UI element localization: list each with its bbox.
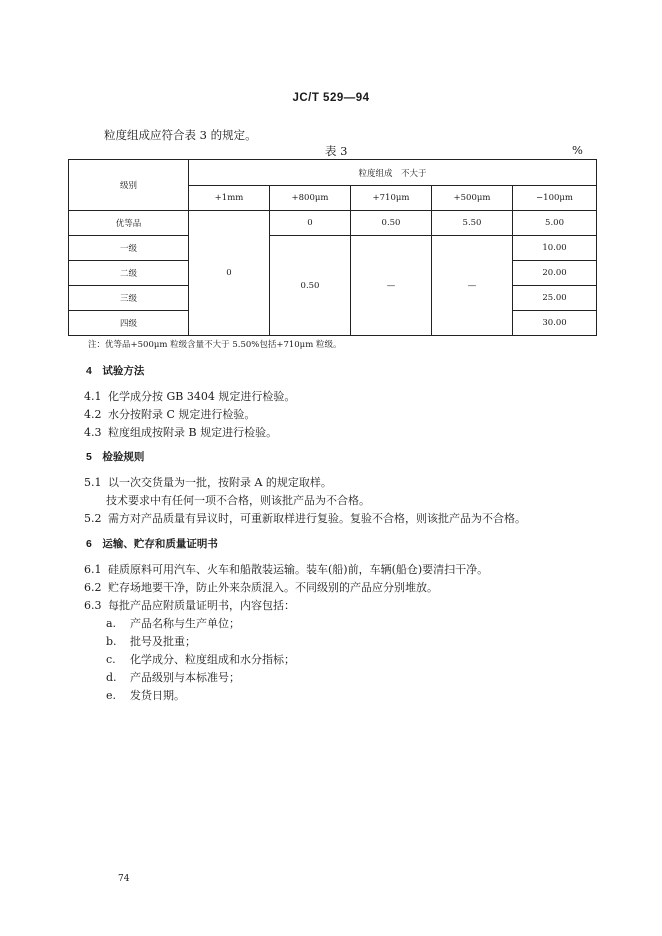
page-number: 74 [118,874,130,884]
section-4-title: 4 试验方法 [86,365,145,377]
table-cell: 30.00 [513,311,597,336]
table-cell: 5.00 [513,211,597,236]
list-label: e. [106,689,117,702]
col-header: +500μm [432,186,513,211]
merged-cell-500: — [432,236,513,336]
clause-number: 6.3 [84,599,102,612]
grade-cell: 四级 [69,311,189,336]
clause-5-2 [84,510,526,526]
table-cell: 0.50 [351,211,432,236]
clause-text: 水分按附录 C 规定进行检验。 [108,408,256,421]
grade-cell: 一级 [69,236,189,261]
clause-text: 需方对产品质量有异议时，可重新取样进行复验。复验不合格，则该批产品为不合格。 [108,512,526,525]
merged-cell-800: 0.50 [270,236,351,336]
merged-cell-1mm: 0 [189,211,270,336]
list-label: c. [106,653,116,666]
clause-text: 硅质原料可用汽车、火车和船散装运输。装车(船)前，车辆(船仓)要清扫干净。 [108,563,489,576]
col-header: −100μm [513,186,597,211]
clause-6-2 [84,579,438,595]
clause-4-1 [84,388,295,404]
grade-cell: 二级 [69,261,189,286]
list-item-d [106,669,240,685]
clause-4-3 [84,424,277,440]
clause-number: 5.2 [84,512,102,525]
table-unit: % [572,143,583,157]
table-cell: 20.00 [513,261,597,286]
section-5-title: 5 检验规则 [86,451,145,463]
grain-size-table [68,159,597,336]
grade-cell: 三级 [69,286,189,311]
clause-4-2 [84,406,255,422]
col-header: +800μm [270,186,351,211]
clause-number: 6.2 [84,581,102,594]
clause-6-1 [84,561,488,577]
intro-text: 粒度组成应符合表 3 的规定。 [104,128,257,142]
clause-text: 贮存场地要干净，防止外来杂质混入。不同级别的产品应分别堆放。 [108,581,438,594]
clause-number: 4.3 [84,426,102,439]
clause-text: 化学成分按 GB 3404 规定进行检验。 [108,390,296,403]
clause-number: 6.1 [84,563,102,576]
clause-text: 以一次交货量为一批，按附录 A 的规定取样。 [108,476,332,489]
merged-cell-710: — [351,236,432,336]
list-text: 产品级别与本标准号； [130,671,240,684]
col-header: +1mm [189,186,270,211]
list-item-e [106,687,185,703]
table-caption: 表 3 [325,144,348,158]
list-item-b [106,633,196,649]
list-text: 产品名称与生产单位； [130,617,240,630]
list-item-c [106,651,295,667]
col-header: +710μm [351,186,432,211]
table-note: 注：优等品+500μm 粒级含量不大于 5.50%包括+710μm 粒级。 [88,340,342,350]
list-text: 批号及批重； [130,635,196,648]
clause-6-3 [84,597,295,613]
clause-number: 4.1 [84,390,102,403]
section-6-title: 6 运输、贮存和质量证明书 [86,538,218,550]
clause-5-1 [84,474,332,490]
document-header: JC/T 529—94 [292,92,370,104]
grain-group-header: 粒度组成 不大于 [189,160,597,186]
list-label: d. [106,671,117,684]
table-cell: 5.50 [432,211,513,236]
clause-5-1-continuation: 技术要求中有任何一项不合格，则该批产品为不合格。 [106,494,370,507]
list-text: 化学成分、粒度组成和水分指标； [130,653,295,666]
list-text: 发货日期。 [130,689,185,702]
level-header: 级别 [69,160,189,211]
list-label: a. [106,617,117,630]
table-cell: 25.00 [513,286,597,311]
clause-number: 5.1 [84,476,102,489]
list-item-a [106,615,240,631]
table-cell: 10.00 [513,236,597,261]
grade-cell: 优等品 [69,211,189,236]
table-cell: 0 [270,211,351,236]
clause-text: 粒度组成按附录 B 规定进行检验。 [108,426,278,439]
list-label: b. [106,635,117,648]
clause-text: 每批产品应附质量证明书，内容包括： [108,599,295,612]
clause-number: 4.2 [84,408,102,421]
